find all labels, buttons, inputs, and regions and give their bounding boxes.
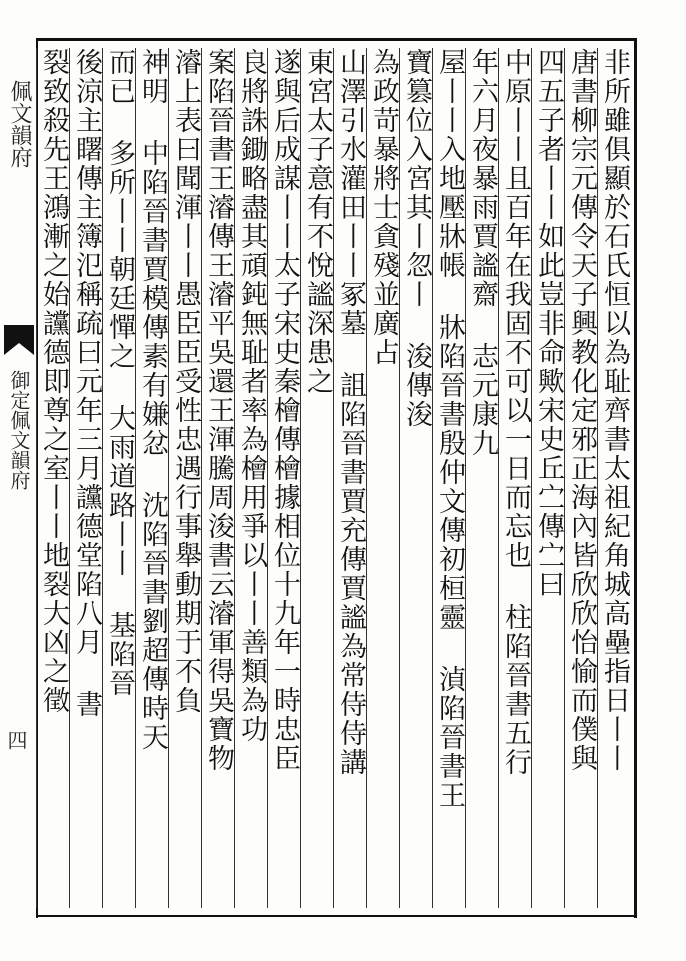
text-column (36, 48, 69, 908)
page-number: 四 (4, 730, 28, 750)
text-column (135, 48, 168, 908)
text-column (531, 48, 564, 908)
text-column (201, 48, 234, 908)
margin-book-title: 御定佩文韻府 (7, 370, 31, 490)
text-column (102, 48, 135, 908)
column-text: 後涼主𥌓傳主簿氾稱疏曰元年三月讜德堂陷八月 書 (71, 48, 102, 719)
text-column (432, 48, 465, 908)
column-text: 裂致殺先王鴻漸之始讜德即尊之室丨丨地裂大凶之徵 (38, 48, 69, 715)
column-text: 山澤引水灌田丨丨冢墓 詛陷晉書賈充傳賈謐為常侍侍講 (335, 48, 366, 777)
column-text: 寶篡位入宮其丨忽丨 浚傳浚 (401, 48, 432, 429)
text-column (69, 48, 102, 908)
column-text: 中原丨丨且百年在我固不可以一日而忘也 柱陷晉書五行 (500, 48, 531, 777)
column-text: 非所雖俱顯於石氏恒以為耻齊書太祖紀角城高壘指日丨丨 (599, 48, 630, 773)
column-text: 四五子者丨丨如此豈非命歟宋史丘㝉傳㝉曰 (533, 48, 564, 599)
column-text: 而已 多所丨丨朝廷憚之 大雨道路丨丨 基陷晉 (104, 48, 135, 698)
text-column (300, 48, 333, 908)
text-column (366, 48, 399, 908)
text-column (234, 48, 267, 908)
column-text: 良將誅鋤略盡其頑鈍無耻者率為檜用爭以丨丨善類為功 (236, 48, 267, 744)
text-column (168, 48, 201, 908)
text-column (498, 48, 531, 908)
column-text: 遂與后成謀丨丨太子宋史秦檜傳檜據相位十九年一時忠臣 (269, 48, 300, 773)
margin-title: 佩文韻府 (7, 80, 32, 168)
column-text: 年六月夜暴雨賈謐齋 志元康九 (467, 48, 498, 458)
column-text: 屋丨丨入地壓牀帳 牀陷晉書殷仲文傳初桓靈 湞陷晉書王 (434, 48, 465, 810)
column-text: 濬上表曰聞渾丨丨愚臣臣受性忠遇行事舉動期于不負 (170, 48, 201, 715)
text-column (267, 48, 300, 908)
text-column (333, 48, 366, 908)
text-column (564, 48, 597, 908)
column-text: 唐書柳宗元傳令天子興教化定邪正海內皆欣欣怡愉而僕與 (566, 48, 597, 773)
column-text: 為政苛暴將士貪殘並廣占 (368, 48, 399, 367)
frame-right-rule (634, 38, 637, 918)
frame-top-rule (38, 38, 636, 41)
frame-bottom-rule (38, 915, 636, 917)
text-column (399, 48, 432, 908)
text-column (597, 48, 630, 908)
column-text: 案陷晉書王濬傳王濬平吳還王渾騰周浚書云濬軍得吳寶物 (203, 48, 234, 773)
column-text: 神明 中陷晉書賈模傳素有嫌忿 沈陷晉書劉超傳時天 (137, 48, 168, 752)
column-text: 東宮太子意有不悅謐深患之 (302, 48, 333, 396)
text-column (465, 48, 498, 908)
fish-tail-mark (4, 325, 34, 355)
book-margin (0, 40, 36, 918)
